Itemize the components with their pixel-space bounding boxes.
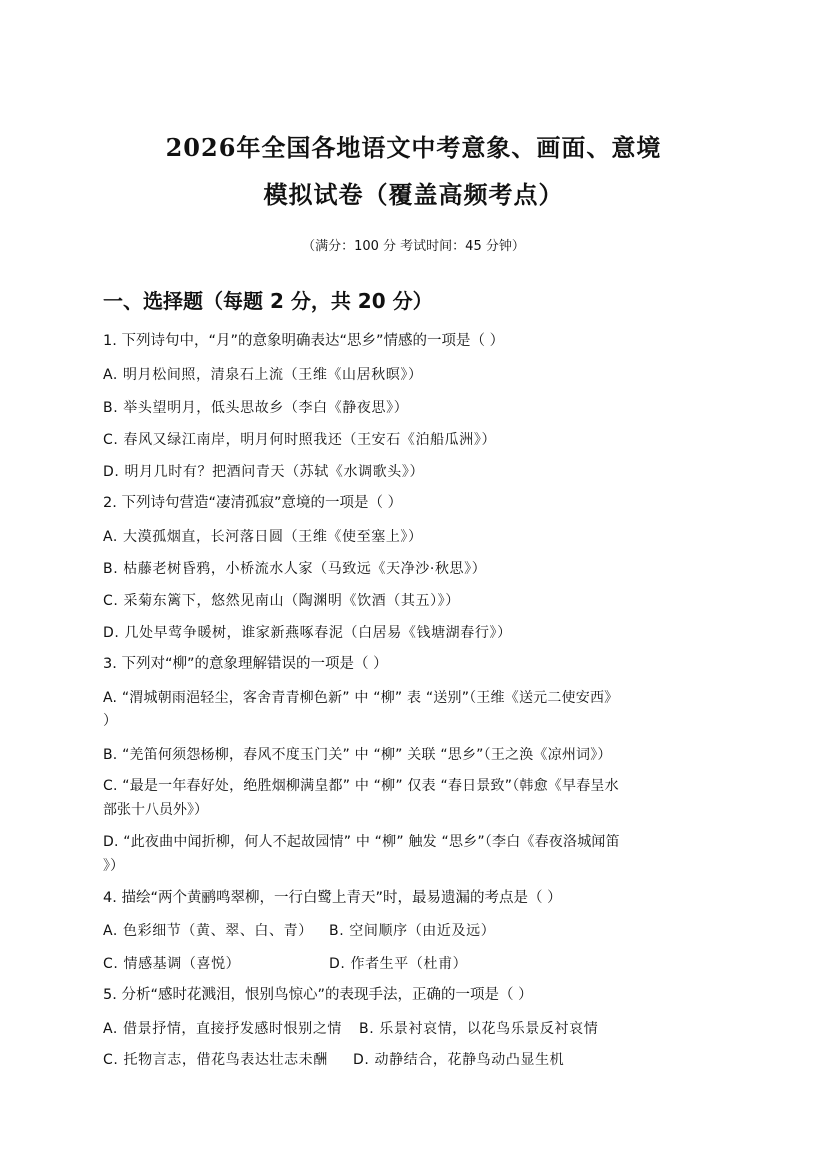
question-3-stem: 3. 下列对“柳”的意象理解错误的一项是（ ） [103, 656, 388, 672]
question-3-option-a-cont: ） [103, 713, 117, 729]
question-4-option-b: B. 空间顺序（由近及远） [329, 923, 496, 939]
question-2-option-d: D. 几处早莺争暖树，谁家新燕啄春泥（白居易《钱塘湖春行》） [103, 625, 512, 641]
question-3-option-a: A. “渭城朝雨浥轻尘，客舍青青柳色新” 中 “柳” 表 “送别”（王维《送元二使安西》 [103, 690, 619, 706]
question-5-option-b: B. 乐景衬哀情，以花鸟乐景反衬哀情 [359, 1021, 599, 1037]
question-2-option-c: C. 采菊东篱下，悠然见南山（陶渊明《饮酒（其五）》） [103, 593, 460, 609]
question-4-option-d: D. 作者生平（杜甫） [329, 956, 468, 972]
section-heading: 一、选择题（每题 2 分，共 20 分） [103, 289, 433, 313]
question-4-option-c: C. 情感基调（喜悦） [103, 956, 241, 972]
question-3-option-c-cont: 部张十八员外》） [103, 802, 208, 818]
question-5-option-d: D. 动静结合，花静鸟动凸显生机 [353, 1052, 565, 1068]
question-2-option-b: B. 枯藤老树昏鸦，小桥流水人家（马致远《天净沙·秋思》） [103, 561, 487, 577]
question-1-option-c: C. 春风又绿江南岸，明月何时照我还（王安石《泊船瓜洲》） [103, 432, 497, 448]
question-2-option-a: A. 大漠孤烟直，长河落日圆（王维《使至塞上》） [103, 529, 423, 545]
question-4-option-a: A. 色彩细节（黄、翠、白、青） [103, 923, 313, 939]
question-2-stem: 2. 下列诗句营造“凄清孤寂”意境的一项是（ ） [103, 495, 403, 511]
question-1-stem: 1. 下列诗句中，“月”的意象明确表达“思乡”情感的一项是（ ） [103, 333, 505, 349]
question-5-stem: 5. 分析“感时花溅泪，恨别鸟惊心”的表现手法，正确的一项是（ ） [103, 987, 533, 1003]
question-1-option-a: A. 明月松间照，清泉石上流（王维《山居秋暝》） [103, 367, 423, 383]
question-1-option-d: D. 明月几时有？把酒问青天（苏轼《水调歌头》） [103, 464, 425, 480]
question-3-option-c: C. “最是一年春好处，绝胜烟柳满皇都” 中 “柳” 仅表 “春日景致”（韩愈《早春呈水 [103, 778, 619, 794]
page-subtitle: 模拟试卷（覆盖高频考点） [263, 180, 564, 209]
exam-meta: （满分：100 分 考试时间：45 分钟） [302, 239, 525, 254]
question-3-option-b: B. “羌笛何须怨杨柳，春风不度玉门关” 中 “柳” 关联 “思乡”（王之涣《凉州词》） [103, 747, 612, 763]
page-title: 2026年全国各地语文中考意象、画面、意境 [165, 133, 662, 162]
question-3-option-d: D. “此夜曲中闻折柳，何人不起故园情” 中 “柳” 触发 “思乡”（李白《春夜洛城闻笛 [103, 834, 620, 850]
question-3-option-d-cont: 》） [103, 858, 124, 874]
question-5-option-a: A. 借景抒情，直接抒发感时恨别之情 [103, 1021, 343, 1037]
question-1-option-b: B. 举头望明月，低头思故乡（李白《静夜思》） [103, 400, 409, 416]
question-5-option-c: C. 托物言志，借花鸟表达壮志未酬 [103, 1052, 328, 1068]
question-4-stem: 4. 描绘“两个黄鹂鸣翠柳，一行白鹭上青天”时，最易遗漏的考点是（ ） [103, 890, 562, 906]
